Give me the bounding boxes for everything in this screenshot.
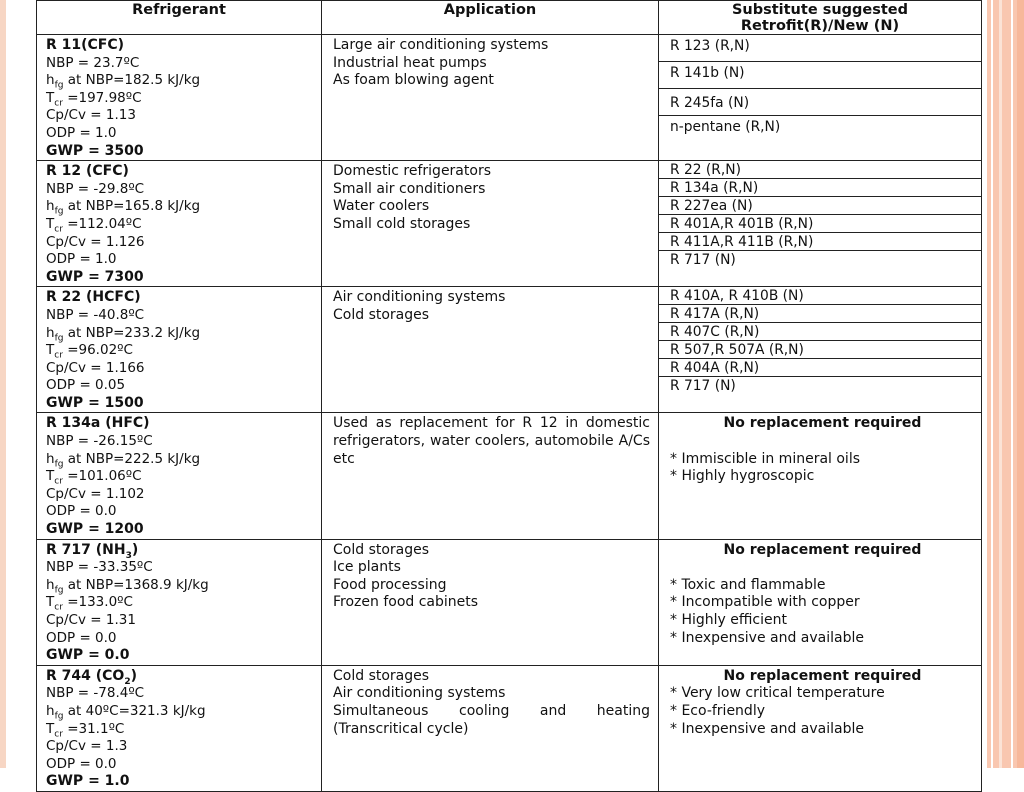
header-application: Application [322,1,659,35]
refrigerant-name: R 12 (CFC) [46,163,129,180]
refrigerant-name: R 22 (HCFC) [46,289,141,306]
note-item: * Inexpensive and available [670,720,864,737]
no-replacement-label: No replacement required [723,415,922,432]
substitute-cell [659,665,982,791]
gwp-value: GWP = 3500 [46,142,144,159]
substitute-cell [659,413,982,539]
application-cell [322,665,659,791]
application-item: Ice plants [333,559,401,576]
table-row [37,35,982,161]
application-cell [322,539,659,665]
substitute-item: R 407C (R,N) [659,323,981,341]
tcr-value: $T_{cr}$ =96.02ºC [46,342,133,361]
application-item: Cold storages [333,667,430,684]
odp-value: ODP = 0.0 [46,629,117,646]
refrigerant-cell [37,35,322,161]
note-item: * Immiscible in mineral oils [670,450,861,467]
application-item: Cold storages [333,541,430,558]
tcr-value: $T_{cr}$ =31.1ºC [46,720,125,740]
substitute-item: R 134a (R,N) [659,179,981,197]
substitute-item: R 245fa (N) [659,89,981,116]
odp-value: ODP = 1.0 [46,251,117,268]
application-text: Used as replacement for R 12 in domestic refrigerators, water coolers, automobile A/Cs etc [333,415,650,467]
application-text: Simultaneous cooling and heating (Transcritical cycle) [333,702,650,737]
hfg-value: $h_{fg}$ at NBP=165.8 kJ/kg [46,198,201,218]
odp-value: ODP = 0.0 [46,755,117,772]
hfg-value: $h_{fg}$ at NBP=222.5 kJ/kg [46,450,201,470]
substitute-item: R 717 (N) [670,378,736,395]
cpcv-value: Cp/Cv = 1.126 [46,233,145,250]
slide-frame-left [0,0,6,768]
substitute-cell [659,287,982,413]
substitute-item: R 123 (R,N) [659,35,981,62]
application-item: Large air conditioning systems [333,37,549,53]
refrigerant-cell [37,539,322,665]
note-item: * Eco-friendly [670,702,765,719]
gwp-value: GWP = 1.0 [46,773,130,790]
application-item: Small cold storages [333,215,471,232]
note-item: * Highly efficient [670,612,787,628]
application-item: Food processing [333,576,447,593]
tcr-value: $T_{cr}$ =197.98ºC [46,89,142,109]
nbp-value: NBP = -78.4ºC [46,685,145,702]
hfg-value: $h_{fg}$ at NBP=1368.9 kJ/kg [46,576,209,596]
substitute-item: R 411A,R 411B (R,N) [659,233,981,251]
substitute-item: R 410A, R 410B (N) [659,287,981,305]
note-item: * Inexpensive and available [670,629,864,646]
cpcv-value: Cp/Cv = 1.3 [46,738,128,755]
tcr-value: $T_{cr}$ =112.04ºC [46,215,142,235]
application-item: Frozen food cabinets [333,594,479,611]
table-row [37,665,982,791]
cpcv-value: Cp/Cv = 1.166 [46,359,145,376]
odp-value: ODP = 0.05 [46,377,126,394]
substitute-item: R 401A,R 401B (R,N) [659,215,981,233]
substitute-cell [659,539,982,665]
nbp-value: NBP = -26.15ºC [46,433,153,450]
substitute-item: R 227ea (N) [659,197,981,215]
gwp-value: GWP = 1500 [46,394,144,411]
hfg-value: $h_{fg}$ at NBP=182.5 kJ/kg [46,72,201,91]
substitute-cell [659,161,982,287]
tcr-value: $T_{cr}$ =133.0ºC [46,594,133,614]
refrigerant-name: R 717 $(NH_3)$ [46,541,139,561]
odp-value: ODP = 1.0 [46,124,117,141]
application-item: Air conditioning systems [333,289,506,306]
substitute-item: R 404A (R,N) [659,359,981,377]
substitute-item: R 417A (R,N) [659,305,981,323]
gwp-value: GWP = 7300 [46,268,144,285]
application-item: As foam blowing agent [333,72,494,89]
no-replacement-label: No replacement required [723,541,922,558]
table-row [37,161,982,287]
hfg-value: $h_{fg}$ at 40ºC=321.3 kJ/kg [46,702,206,722]
refrigerant-cell [37,161,322,287]
cpcv-value: Cp/Cv = 1.31 [46,612,136,628]
note-item: * Highly hygroscopic [670,468,815,485]
cpcv-value: Cp/Cv = 1.102 [46,485,145,502]
note-item: * Very low critical temperature [670,685,885,702]
application-item: Water coolers [333,198,430,215]
nbp-value: NBP = -33.35ºC [46,559,153,576]
refrigerant-cell [37,665,322,791]
table-row [37,287,982,413]
header-refrigerant: Refrigerant [37,1,322,35]
substitute-item: R 717 (N) [670,252,736,269]
application-cell [322,161,659,287]
header-row [37,1,982,35]
refrigerant-cell [37,287,322,413]
tcr-value: $T_{cr}$ =101.06ºC [46,468,142,487]
slide-frame-right [987,0,1024,768]
application-cell [322,413,659,539]
application-cell [322,35,659,161]
application-item: Domestic refrigerators [333,163,491,180]
gwp-value: GWP = 1200 [46,521,144,538]
application-item: Air conditioning systems [333,685,506,702]
substitute-item: R 141b (N) [659,62,981,89]
application-item: Industrial heat pumps [333,54,487,71]
note-item: * Incompatible with copper [670,594,860,611]
refrigerant-name: R 11(CFC) [46,37,125,53]
table-row [37,539,982,665]
cpcv-value: Cp/Cv = 1.13 [46,107,136,124]
refrigerant-cell [37,413,322,539]
application-item: Cold storages [333,306,430,323]
note-item: * Toxic and flammable [670,576,826,593]
hfg-value: $h_{fg}$ at NBP=233.2 kJ/kg [46,324,201,344]
no-replacement-label: No replacement required [723,667,922,684]
nbp-value: NBP = 23.7ºC [46,54,140,71]
odp-value: ODP = 0.0 [46,503,117,520]
substitute-item: R 22 (R,N) [659,161,981,179]
substitute-cell [659,35,982,161]
table-row [37,413,982,539]
header-substitute: Substitute suggested Retrofit(R)/New (N) [659,1,982,35]
substitute-item: n-pentane (R,N) [670,119,781,135]
refrigerant-name: R 744 $(CO_2)$ [46,667,137,687]
refrigerant-name: R 134a (HFC) [46,415,150,432]
refrigerant-table [36,0,982,792]
substitute-item: R 507,R 507A (R,N) [659,341,981,359]
application-item: Small air conditioners [333,180,486,197]
gwp-value: GWP = 0.0 [46,647,130,664]
application-cell [322,287,659,413]
nbp-value: NBP = -40.8ºC [46,306,145,323]
nbp-value: NBP = -29.8ºC [46,180,145,197]
